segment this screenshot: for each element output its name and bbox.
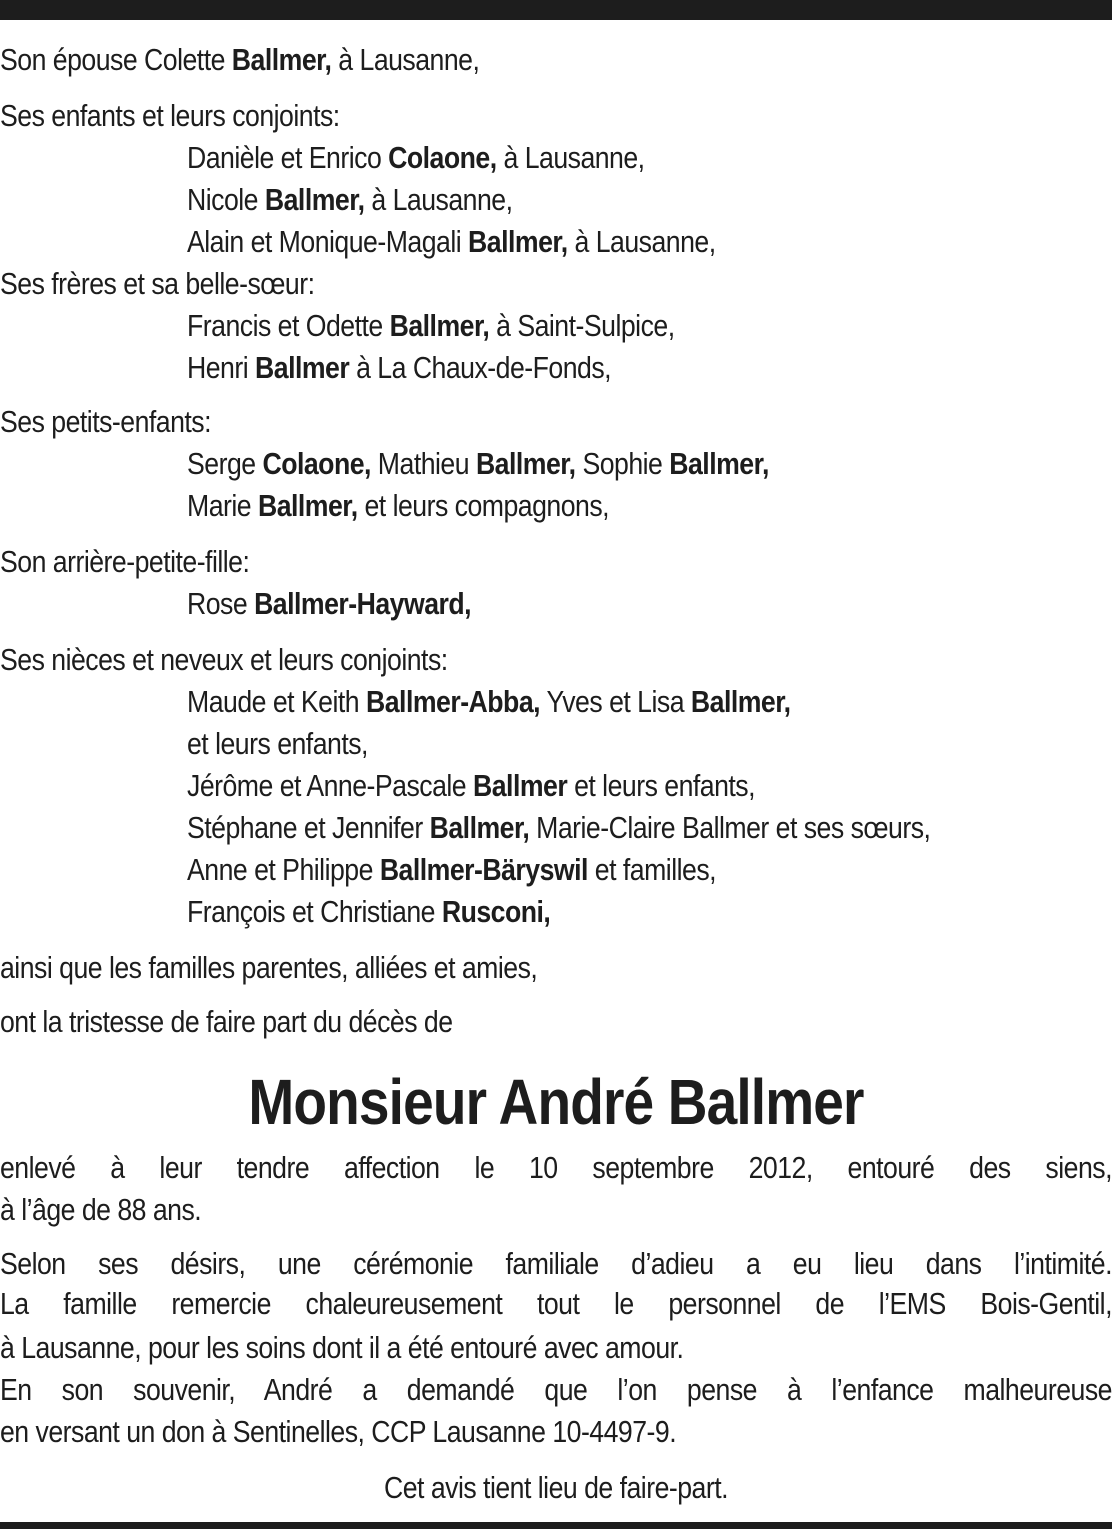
grandchild-name: Marie [187, 488, 258, 523]
closing-paragraph [0, 1244, 1112, 1324]
child-names: Nicole [187, 182, 265, 217]
grandchild-note: et leurs compagnons, [357, 488, 610, 523]
grandchildren-line [187, 486, 609, 526]
closing-line: en versant un don à Sentinelles, CCP Lausanne 10-4497-9. [0, 1414, 677, 1449]
niece-line [187, 808, 930, 848]
sibling-place: à Saint-Sulpice, [489, 308, 675, 343]
child-surname: Ballmer, [264, 182, 365, 217]
child-surname: Ballmer, [468, 224, 568, 259]
grandchildren-heading: Ses petits-enfants: [0, 404, 212, 439]
grandchild-name: Mathieu [370, 446, 476, 481]
child-place: à Lausanne, [364, 182, 513, 217]
bottom-rule [0, 1522, 1112, 1529]
grandchild-name: Serge [187, 446, 263, 481]
niece-line [187, 766, 755, 806]
sibling-names: Henri [187, 350, 256, 385]
niece-note: Marie-Claire Ballmer et ses sœurs, [529, 810, 931, 845]
niece-names: Maude et Keith [187, 684, 367, 719]
closing-line: La famille remercie chaleureusement tout le personnel de l’EMS Bois-Gentil, [0, 1286, 1112, 1321]
closing-line: En son souvenir, André a demandé que l’on pense à l’enfance malheureuse [0, 1372, 1112, 1407]
allied-families-line: ainsi que les familles parentes, alliées et amies, [0, 950, 538, 985]
niece-names: Anne et Philippe [187, 852, 380, 887]
grandchild-surname: Colaone, [262, 446, 371, 481]
niece-note: et familles, [587, 852, 717, 887]
niece-surname: Ballmer, [690, 684, 791, 719]
child-surname: Colaone, [388, 140, 497, 175]
age-line: à l’âge de 88 ans. [0, 1192, 202, 1227]
child-place: à Lausanne, [496, 140, 645, 175]
niece-surname: Rusconi, [441, 894, 551, 929]
spouse-place: à Lausanne, [331, 42, 480, 77]
deceased-name: Monsieur André Ballmer [248, 1066, 864, 1138]
grandchildren-line [187, 444, 769, 484]
nieces-heading: Ses nièces et neveux et leurs conjoints: [0, 642, 448, 677]
closing-line: Selon ses désirs, une cérémonie familiale d’adieu a eu lieu dans l’intimité. [0, 1246, 1112, 1281]
niece-line [187, 682, 791, 722]
niece-names: Stéphane et Jennifer [187, 810, 430, 845]
death-notice-line: enlevé à leur tendre affection le 10 septembre 2012, entouré des siens, [0, 1150, 1112, 1185]
closing-paragraph [0, 1370, 1112, 1410]
sibling-surname: Ballmer, [389, 308, 490, 343]
child-line [187, 180, 512, 220]
sibling-line [187, 306, 675, 346]
siblings-heading: Ses frères et sa belle-sœur: [0, 266, 315, 301]
announcement-line: ont la tristesse de faire part du décès de [0, 1004, 453, 1039]
child-line [187, 138, 645, 178]
top-rule [0, 0, 1112, 20]
child-place: à Lausanne, [567, 224, 716, 259]
great-granddaughter-line [187, 584, 471, 624]
child-line [187, 222, 716, 262]
niece-surname: Ballmer [473, 768, 568, 803]
spouse-surname: Ballmer, [231, 42, 332, 77]
niece-surname: Ballmer-Bäryswil [379, 852, 588, 887]
niece-note: et leurs enfants, [187, 726, 368, 761]
sibling-surname: Ballmer [255, 350, 350, 385]
great-granddaughter-name: Rose [187, 586, 255, 621]
spouse-text: Son épouse Colette [0, 42, 232, 77]
notice-footer: Cet avis tient lieu de faire-part. [383, 1470, 729, 1505]
sibling-names: Francis et Odette [187, 308, 390, 343]
great-granddaughter-heading: Son arrière-petite-fille: [0, 544, 250, 579]
closing-line: à Lausanne, pour les soins dont il a été entouré avec amour. [0, 1330, 684, 1365]
death-notice-paragraph [0, 1148, 1112, 1188]
niece-note: et leurs enfants, [567, 768, 756, 803]
niece-names: Yves et Lisa [540, 684, 691, 719]
niece-line [187, 724, 368, 764]
sibling-line [187, 348, 611, 388]
grandchild-name: Sophie [575, 446, 670, 481]
children-heading: Ses enfants et leurs conjoints: [0, 98, 340, 133]
great-granddaughter-surname: Ballmer-Hayward, [254, 586, 472, 621]
grandchild-surname: Ballmer, [475, 446, 576, 481]
sibling-place: à La Chaux-de-Fonds, [349, 350, 612, 385]
niece-names: François et Christiane [187, 894, 442, 929]
child-names: Alain et Monique-Magali [187, 224, 469, 259]
niece-surname: Ballmer, [429, 810, 530, 845]
spouse-line [0, 40, 479, 80]
grandchild-surname: Ballmer, [257, 488, 358, 523]
niece-names: Jérôme et Anne-Pascale [187, 768, 474, 803]
grandchild-surname: Ballmer, [669, 446, 769, 481]
niece-line [187, 892, 550, 932]
niece-surname: Ballmer-Abba, [366, 684, 541, 719]
niece-line [187, 850, 716, 890]
child-names: Danièle et Enrico [187, 140, 389, 175]
